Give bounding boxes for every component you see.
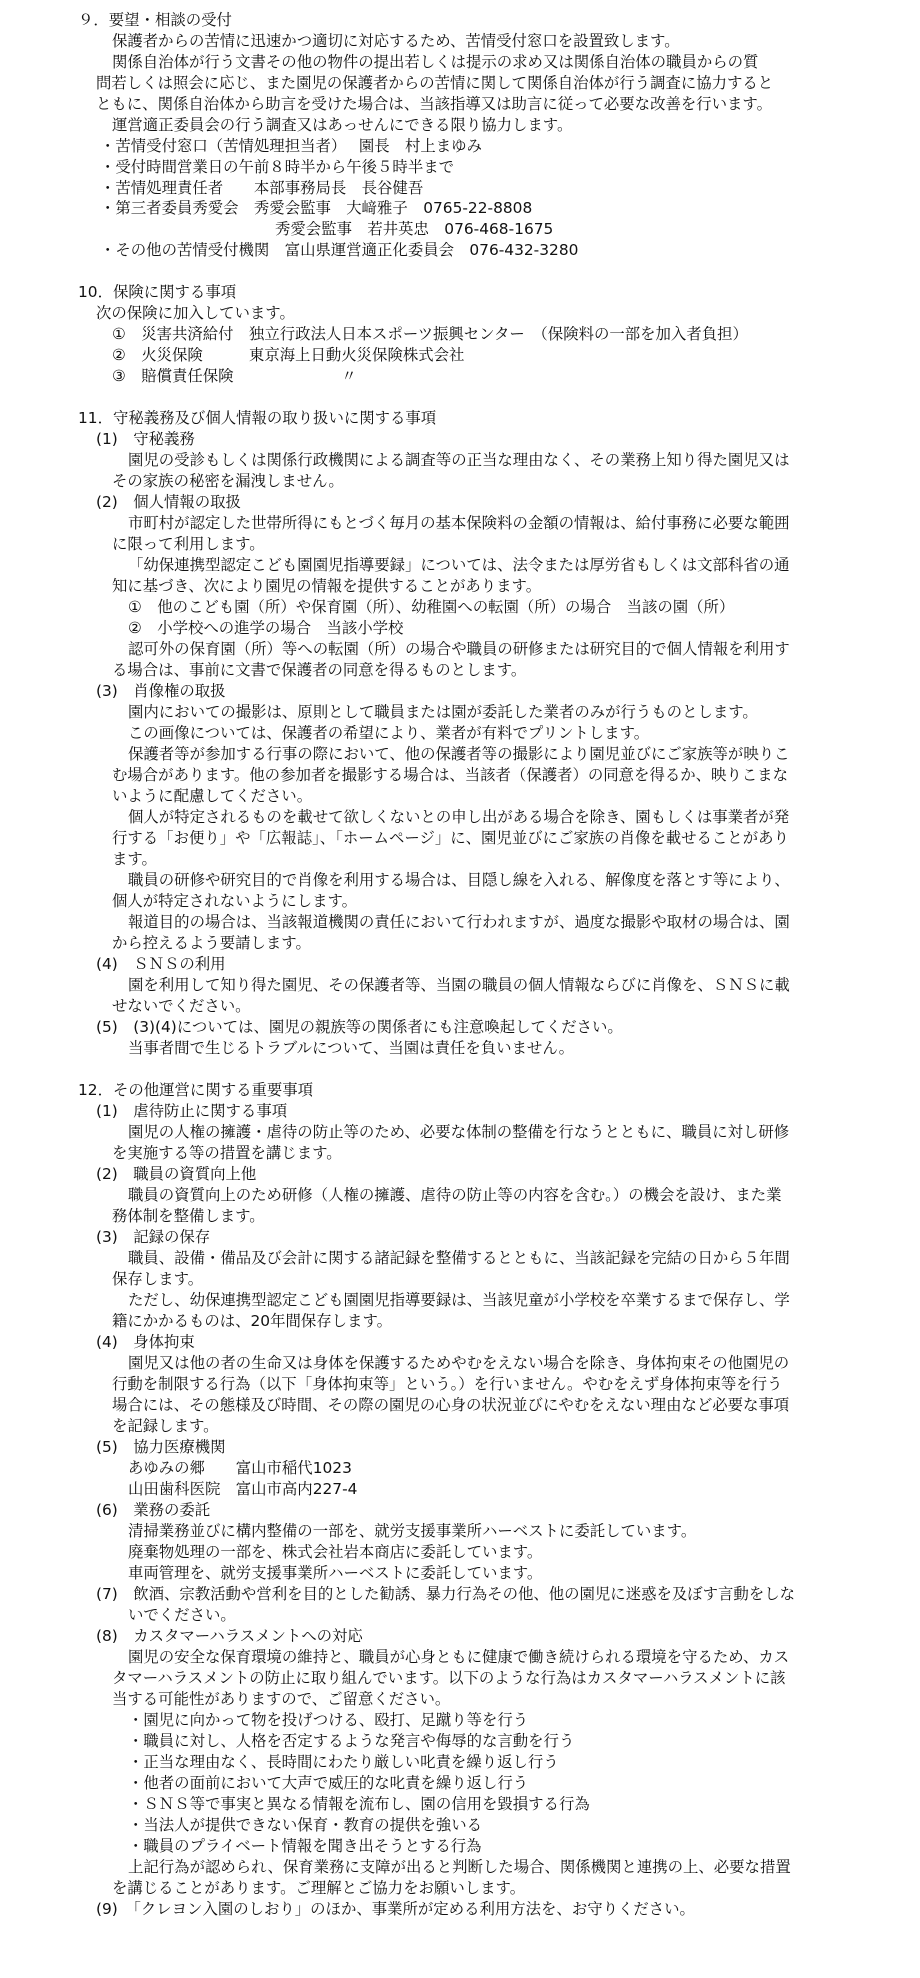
text-line-s12-8j: ・職員のプライベート情報を聞き出そうとする行為 — [128, 1837, 482, 1855]
text-line-s12-9: (9) 「クレヨン入園のしおり」のほか、事業所が定める利用方法を、お守りください。 — [96, 1900, 695, 1918]
text-line-s12-2a: 職員の資質向上のため研修（人権の擁護、虐待の防止等の内容を含む。）の機会を設け、また業 — [128, 1186, 782, 1204]
text-line-s11-3e: いように配慮してください。 — [112, 787, 313, 805]
text-line-s11-4h: (4) ＳＮＳの利用 — [96, 955, 226, 973]
text-line-s11-2b: に限って利用します。 — [112, 535, 265, 553]
text-line-s12-6a: 清掃業務並びに構内整備の一部を、就労支援事業所ハーベストに委託しています。 — [128, 1522, 697, 1540]
text-line-s11-3g: 行する「お便り」や「広報誌」、「ホームページ」に、園児並びにご家族の肖像を載せることがあり — [112, 829, 789, 847]
text-line-s11-1a: 園児の受診もしくは関係行政機関による調査等の正当な理由なく、その業務上知り得た園児又は — [128, 451, 790, 469]
text-line-s11-3h: (3) 肖像権の取扱 — [96, 682, 226, 700]
text-line-s12-4c: 場合には、その態様及び時間、その際の園児の心身の状況並びにやむをえない理由など必要な事項 — [112, 1396, 790, 1414]
text-line-s11-3a: 園内においての撮影は、原則として職員または園が委託した業者のみが行うものとします。 — [128, 703, 758, 721]
text-line-s12-8h: (8) カスタマーハラスメントへの対応 — [96, 1627, 363, 1645]
text-line-s9-b2: ・受付時間営業日の午前８時半から午後５時半まで — [100, 158, 454, 176]
text-line-s11-2c: 「幼保連携型認定こども園園児指導要録」については、法令または厚労省もしくは文部科省の通 — [128, 556, 790, 574]
text-line-s12-8b: タマーハラスメントの防止に取り組んでいます。以下のような行為はカスタマーハラスメントに該 — [112, 1669, 786, 1687]
text-line-s11-2h2: る場合は、事前に文書で保護者の同意を得るものとします。 — [112, 661, 527, 679]
text-line-s12-4h: (4) 身体拘束 — [96, 1333, 195, 1351]
text-line-s12-4d: を記録します。 — [112, 1417, 219, 1435]
text-line-s12-4a: 園児又は他の者の生命又は身体を保護するためやむをえない場合を除き、身体拘束その他園児の — [128, 1354, 790, 1372]
text-line-s11-2f: ② 小学校への進学の場合 当該小学校 — [128, 619, 404, 637]
text-line-s12-7b: いでください。 — [128, 1606, 236, 1624]
text-line-s11-3l: から控えるよう要請します。 — [112, 934, 311, 952]
text-line-s12-7a: (7) 飲酒、宗教活動や営利を目的とした勧誘、暴力行為その他、他の園児に迷惑を及ぼす言動をしな — [96, 1585, 795, 1603]
text-line-s11-3c: 保護者等が参加する行事の際において、他の保護者等の撮影により園児並びにご家族等が映りこ — [128, 745, 790, 763]
text-line-s11-3i: 職員の研修や研究目的で肖像を利用する場合は、目隠し線を入れる、解像度を落とす等により、 — [128, 871, 790, 889]
text-line-s12-6c: 車両管理を、就労支援事業所ハーベストに委託しています。 — [128, 1564, 543, 1582]
text-line-s12-3a: 職員、設備・備品及び会計に関する諸記録を整備するとともに、当該記録を完結の日から５年間 — [128, 1249, 790, 1267]
text-line-s11-2a: 市町村が認定した世帯所得にもとづく毎月の基本保険料の金額の情報は、給付事務に必要な範囲 — [128, 514, 790, 532]
text-line-s12-6b: 廃棄物処理の一部を、株式会社岩本商店に委託しています。 — [128, 1543, 543, 1561]
text-line-s12-1b: を実施する等の措置を講じます。 — [112, 1144, 342, 1162]
text-line-s9-p2a: 関係自治体が行う文書その他の物件の提出若しくは提示の求め又は関係自治体の職員からの質 — [112, 53, 759, 71]
text-line-s12-3h: (3) 記録の保存 — [96, 1228, 211, 1246]
text-line-s9-b5: ・その他の苦情受付機関 富山県運営適正化委員会 076-432-3280 — [100, 241, 579, 259]
text-line-s12-8d: ・園児に向かって物を投げつける、殴打、足蹴り等を行う — [128, 1711, 529, 1729]
text-line-s11-2d: 知に基づき、次により園児の情報を提供することがあります。 — [112, 577, 542, 595]
text-line-s10-heading: 10．保険に関する事項 — [78, 283, 237, 301]
text-line-s11-heading: 11．守秘義務及び個人情報の取り扱いに関する事項 — [78, 409, 437, 427]
text-line-s12-8f: ・正当な理由なく、長時間にわたり厳しい叱責を繰り返し行う — [128, 1753, 559, 1771]
text-line-s12-8h2: ・ＳＮＳ等で事実と異なる情報を流布し、園の信用を毀損する行為 — [128, 1795, 590, 1813]
text-line-s11-3h2: ます。 — [112, 850, 157, 868]
text-line-s11-4a: 園を利用して知り得た園児、その保護者等、当園の職員の個人情報ならびに肖像を、ＳＮＳに載 — [128, 976, 790, 994]
text-line-s12-8e: ・職員に対し、人格を否定するような発言や侮辱的な言動を行う — [128, 1732, 575, 1750]
text-line-s12-5b: 山田歯科医院 富山市高内227-4 — [128, 1480, 358, 1498]
text-line-s11-4b: せないでください。 — [112, 997, 251, 1015]
text-line-s11-2h: (2) 個人情報の取扱 — [96, 493, 241, 511]
text-line-s12-8k: 上記行為が認められ、保育業務に支障が出ると判断した場合、関係機関と連携の上、必要な措置 — [128, 1858, 791, 1876]
text-line-s10-i2: ② 火災保険 東京海上日動火災保険株式会社 — [112, 346, 465, 364]
text-line-s9-p2c: ともに、関係自治体から助言を受けた場合は、当該指導又は助言に従って必要な改善を行います。 — [96, 95, 772, 113]
text-line-s12-8i: ・当法人が提供できない保育・教育の提供を強いる — [128, 1816, 482, 1834]
text-line-s11-5h: (5) (3)(4)については、園児の親族等の関係者にも注意喚起してください。 — [96, 1018, 623, 1036]
text-line-s12-8c: 当する可能性がありますので、ご留意ください。 — [112, 1690, 451, 1708]
text-line-s11-3d: む場合があります。他の参加者を撮影する場合は、当該者（保護者）の同意を得るか、映りこまな — [112, 766, 788, 784]
text-line-s12-3b: 保存します。 — [112, 1270, 204, 1288]
text-line-s12-5a: あゆみの郷 富山市稲代1023 — [128, 1459, 352, 1477]
text-line-s11-5a: 当事者間で生じるトラブルについて、当園は責任を負いません。 — [128, 1039, 575, 1057]
text-line-s10-p1: 次の保険に加入しています。 — [96, 304, 295, 322]
text-line-s11-3k: 報道目的の場合は、当該報道機関の責任において行われますが、過度な撮影や取材の場合は、園 — [128, 913, 790, 931]
text-line-s10-i3: ③ 賠償責任保険 〃 — [112, 367, 357, 385]
text-line-s12-3c: ただし、幼保連携型認定こども園園児指導要録は、当該児童が小学校を卒業するまで保存し、学 — [128, 1291, 790, 1309]
text-line-s12-5h: (5) 協力医療機関 — [96, 1438, 226, 1456]
text-line-s9-b1: ・苦情受付窓口（苦情処理担当者） 園長 村上まゆみ — [100, 137, 482, 155]
text-line-s9-b3: ・苦情処理責任者 本部事務局長 長谷健吾 — [100, 179, 424, 197]
text-line-s11-1h: (1) 守秘義務 — [96, 430, 195, 448]
text-line-s9-p1: 保護者からの苦情に迅速かつ適切に対応するため、苦情受付窓口を設置致します。 — [112, 32, 680, 50]
text-line-s12-2b: 務体制を整備します。 — [112, 1207, 265, 1225]
text-line-s12-8l: を講じることがあります。ご理解とご協力をお願いします。 — [112, 1879, 526, 1897]
text-line-s12-1h: (1) 虐待防止に関する事項 — [96, 1102, 288, 1120]
text-line-s12-3d: 籍にかかるものは、20年間保存します。 — [112, 1312, 392, 1330]
text-line-s12-2h: (2) 職員の資質向上他 — [96, 1165, 257, 1183]
text-line-s11-1b: その家族の秘密を漏洩しません。 — [112, 472, 344, 490]
text-line-s12-1a: 園児の人権の擁護・虐待の防止等のため、必要な体制の整備を行なうとともに、職員に対し研修 — [128, 1123, 790, 1141]
text-line-s10-i1: ① 災害共済給付 独立行政法人日本スポーツ振興センター （保険料の一部を加入者負担） — [112, 325, 748, 343]
text-line-s12-heading: 12．その他運営に関する重要事項 — [78, 1081, 314, 1099]
text-line-s9-b4b: 秀愛会監事 若井英忠 076-468-1675 — [275, 220, 554, 238]
text-line-s11-3j: 個人が特定されないようにします。 — [112, 892, 358, 910]
text-line-s12-4b: 行動を制限する行為（以下「身体拘束等」という。）を行いません。やむをえず身体拘束等を行う — [112, 1375, 783, 1393]
text-line-s12-8g: ・他者の面前において大声で威圧的な叱責を繰り返し行う — [128, 1774, 529, 1792]
text-line-s11-3f: 個人が特定されるものを載せて欲しくないとの申し出がある場合を除き、園もしくは事業者が発 — [128, 808, 790, 826]
text-line-s11-2g: 認可外の保育園（所）等への転園（所）の場合や職員の研修または研究目的で個人情報を利用す — [128, 640, 790, 658]
text-line-s12-6h: (6) 業務の委託 — [96, 1501, 211, 1519]
text-line-s9-heading: ９．要望・相談の受付 — [78, 11, 232, 29]
text-line-s12-8a: 園児の安全な保育環境の維持と、職員が心身ともに健康で働き続けられる環境を守るため、カス — [128, 1648, 790, 1666]
text-line-s9-p3: 運営適正委員会の行う調査又はあっせんにできる限り協力します。 — [112, 116, 573, 134]
text-line-s11-2e: ① 他のこども園（所）や保育園（所）、幼稚園への転園（所）の場合 当該の園（所） — [128, 598, 735, 616]
text-line-s9-p2b: 問若しくは照会に応じ、また園児の保護者からの苦情に関して関係自治体が行う調査に協力すると — [96, 74, 774, 92]
text-line-s11-3b: この画像については、保護者の希望により、業者が有料でプリントします。 — [128, 724, 650, 742]
text-line-s9-b4: ・第三者委員秀愛会 秀愛会監事 大﨑雅子 0765-22-8808 — [100, 199, 533, 217]
